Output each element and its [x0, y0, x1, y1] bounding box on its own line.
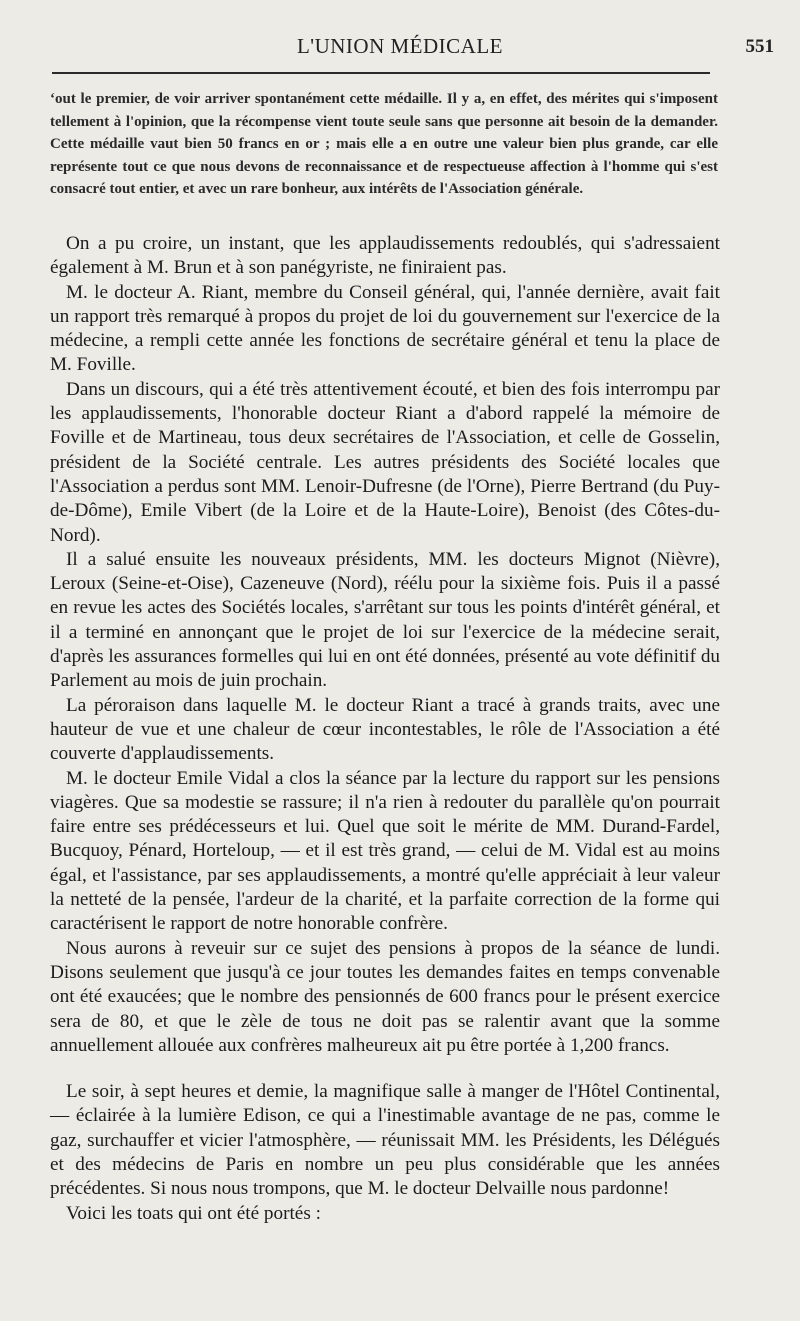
page-header	[0, 34, 800, 66]
paragraph: On a pu croire, un instant, que les applaudissements redoublés, qui s'adressaient également à M. Brun et à son panégyriste, ne finiraient pas.	[50, 233, 720, 279]
main-text	[50, 232, 720, 1226]
paragraph: Dans un discours, qui a été très attentivement écouté, et bien des fois interrompu par les applaudissements, l'honorable docteur Riant a d'abord rappelé la mémoire de Foville et de Martineau, tous deux secrétaires de l'Association, et celle de Gosselin, président de la Société centrale. Les autres présidents des Société locales que l'Association a perdus sont MM. Lenoir-Dufresne (de l'Orne), Pierre Bertrand (du Puy-de-Dôme), Emile Vibert (de la Loire et de la Haute-Loire), Benoist (des Côtes-du-Nord).	[50, 378, 720, 546]
running-title: L'UNION MÉDICALE	[296, 34, 503, 58]
paragraph: Voici les toats qui ont été portés :	[66, 1202, 321, 1224]
paragraph: M. le docteur Emile Vidal a clos la séance par la lecture du rapport sur les pensions viagères. Que sa modestie se rassure; il n'a rien à redouter du parallèle qu'on pourrait faire entre ses prédécesseurs et lui. Quel que soit le mérite de MM. Durand-Fardel, Bucquoy, Pénard, Horteloup, — et il est très grand, — celui de M. Vidal est au moins égal, et l'assistance, par ses applaudissements, a montré qu'elle appréciait à leur valeur la netteté de la pensée, l'ardeur de la charité, et la parfaite correction de la forme qui caractérisent le rapport de notre honorable confrère.	[50, 767, 720, 935]
paragraph: Il a salué ensuite les nouveaux présidents, MM. les docteurs Mignot (Nièvre), Leroux (Seine-et-Oise), Cazeneuve (Nord), réélu pour la sixième fois. Puis il a passé en revue les actes des Sociétés locales, s'arrêtant sur tous les points d'intérêt général, et il a terminé en annonçant que le projet de loi sur l'exercice de la médecine serait, d'après les assurances formelles qui lui en ont été données, présenté au vote définitif du Parlement au mois de juin prochain.	[50, 548, 721, 692]
header-rule	[52, 72, 710, 74]
paragraph: Le soir, à sept heures et demie, la magnifique salle à manger de l'Hôtel Continental, — éclairée à la lumière Edison, ce qui a l'inestimable avantage de ne pas, comme le gaz, surchauffer et vicier l'atmosphère, — réunissait MM. les Présidents, les Délégués et des médecins de Paris en nombre un peu plus considérable que les années précédentes. Si nous nous trompons, que M. le docteur Delvaille nous pardonne!	[50, 1081, 720, 1200]
small-print-paragraph: ʻout le premier, de voir arriver spontanément cette médaille. Il y a, en effet, des mérites qui s'imposent tellement à l'opinion, que la récompense vient toute seule sans que personne ait besoin de la demander. Cette médaille vaut bien 50 francs en or ; mais elle a en outre une valeur bien plus grande, car elle représente tout ce que nous devons de reconnaissance et de respectueuse affection à l'homme qui s'est consacré tout entier, et avec un rare bonheur, aux intérêts de l'Association générale.	[50, 91, 718, 198]
paragraph: Nous aurons à reveuir sur ce sujet des pensions à propos de la séance de lundi. Disons seulement que jusqu'à ce jour toutes les demandes faites en temps convenable ont été exaucées; que le nombre des pensionnés de 600 francs pour le présent exercice sera de 80, et que le zèle de tous ne doit pas se ralentir avant que la somme annuellement allouée aux confrères malheureux ait pu être portée à 1,200 francs.	[50, 937, 720, 1056]
paragraph: La péroraison dans laquelle M. le docteur Riant a tracé à grands traits, avec une hauteur de vue et une chaleur de cœur incontestables, le rôle de l'Association a été couverte d'applaudissements.	[50, 694, 720, 765]
page-number: 551	[745, 36, 774, 57]
paragraph: M. le docteur A. Riant, membre du Conseil général, qui, l'année dernière, avait fait un rapport très remarqué à propos du projet de loi du gouvernement sur l'exercice de la médecine, a rempli cette année les fonctions de secrétaire général et tenu la place de M. Foville.	[50, 281, 720, 376]
small-print-section	[50, 88, 718, 201]
